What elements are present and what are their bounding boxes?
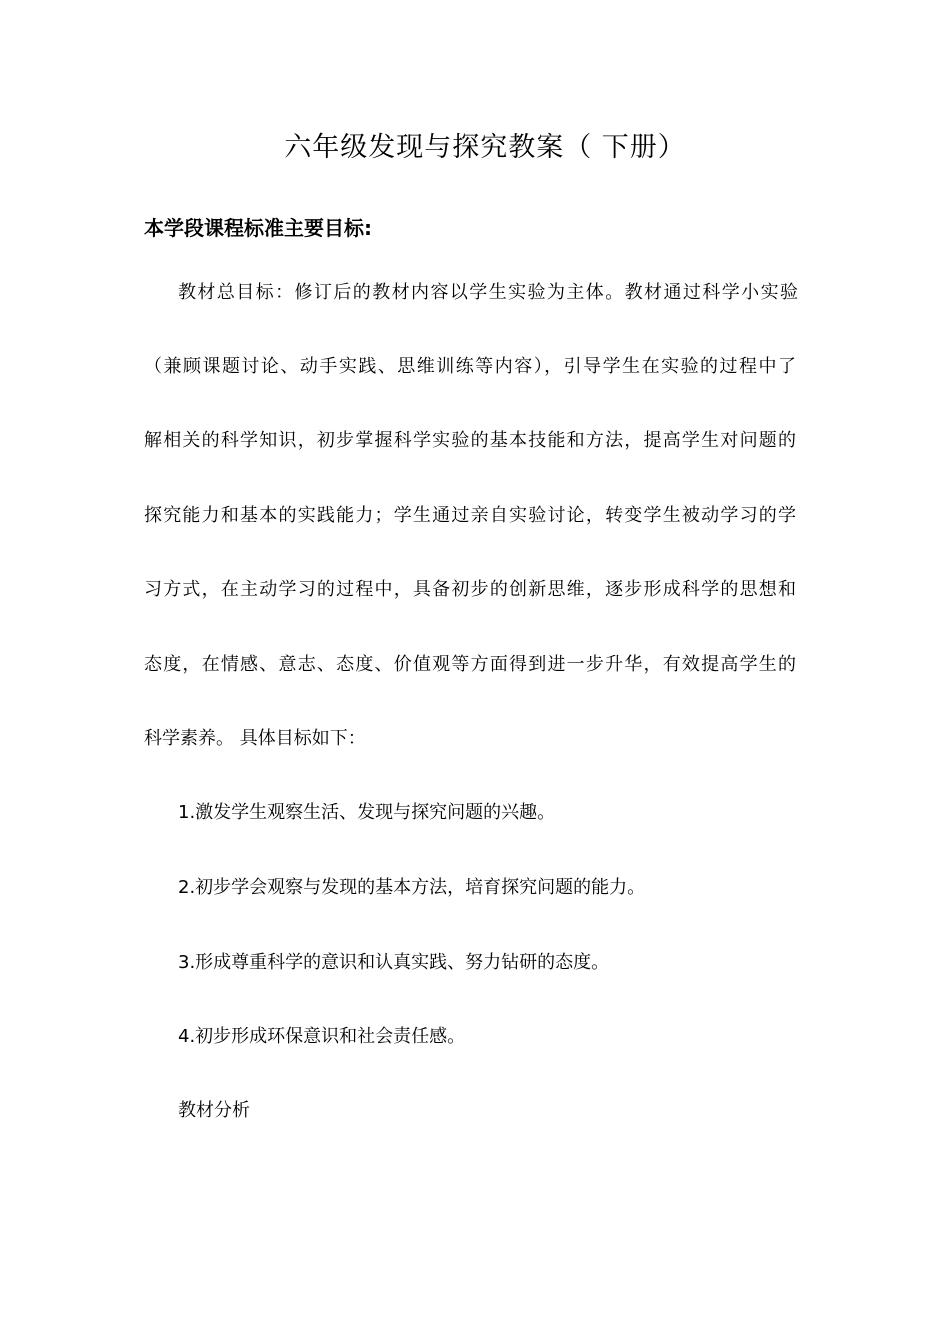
section-subheading: 教材分析	[178, 1100, 250, 1121]
paragraph-line: 科学素养。 具体目标如下：	[144, 728, 366, 749]
paragraph-line: 探究能力和基本的实践能力；学生通过亲自实验讨论，转变学生被动学习的学	[144, 505, 796, 526]
paragraph-line: 解相关的科学知识，初步掌握科学实验的基本技能和方法，提高学生对问题的	[144, 430, 796, 451]
goal-item: 2.初步学会观察与发现的基本方法，培育探究问题的能力。	[178, 877, 646, 898]
section-heading: 本学段课程标准主要目标:	[144, 216, 372, 240]
document-title: 六年级发现与探究教案（ 下册）	[284, 132, 686, 163]
goal-item: 1.激发学生观察生活、发现与探究问题的兴趣。	[178, 802, 556, 823]
goal-item: 4.初步形成环保意识和社会责任感。	[178, 1026, 466, 1047]
paragraph-line: 态度，在情感、意志、态度、价值观等方面得到进一步升华，有效提高学生的	[144, 654, 796, 675]
goal-item: 3.形成尊重科学的意识和认真实践、努力钻研的态度。	[178, 952, 610, 973]
paragraph-line: 教材总目标：修订后的教材内容以学生实验为主体。教材通过科学小实验	[178, 282, 798, 303]
paragraph-line: 习方式，在主动学习的过程中，具备初步的创新思维，逐步形成科学的思想和	[144, 579, 796, 600]
paragraph-line: （兼顾课题讨论、动手实践、思维训练等内容），引导学生在实验的过程中了	[144, 356, 796, 377]
